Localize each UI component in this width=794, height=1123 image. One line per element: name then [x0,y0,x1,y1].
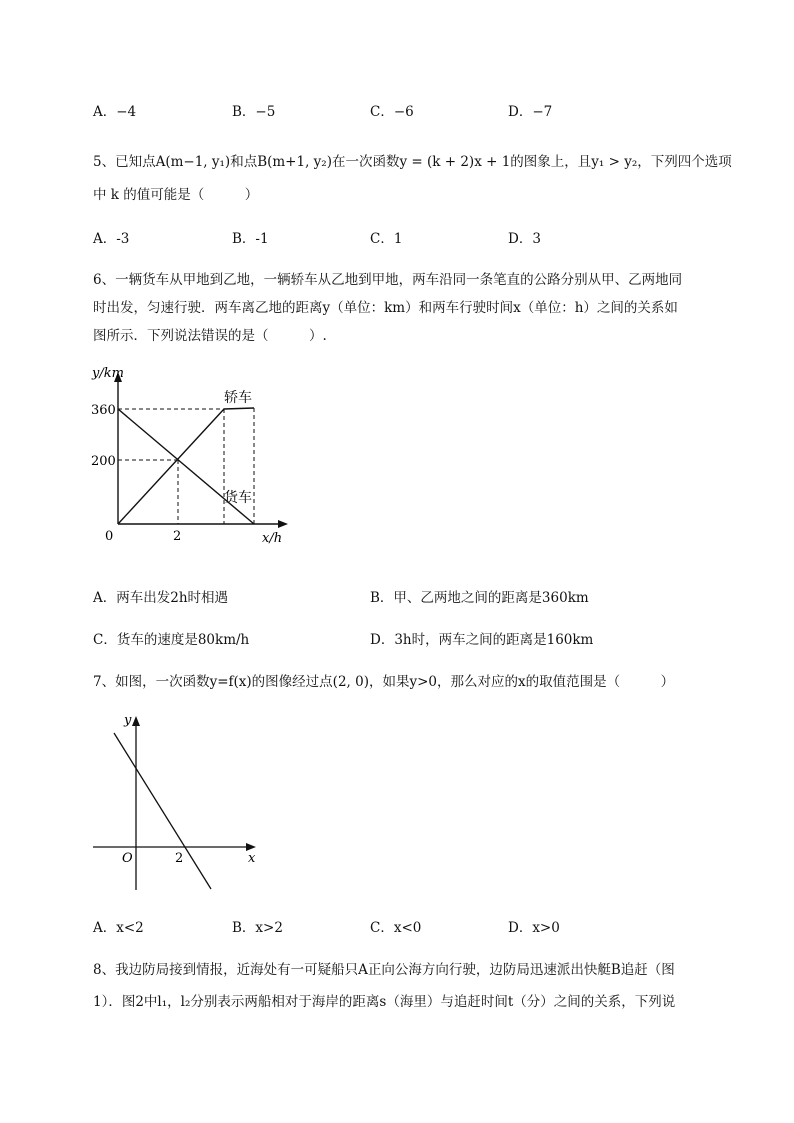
q7-x-tick-2: 2 [175,851,184,866]
q7-option-d: D．x>0 [508,920,560,936]
q8-stem-line1: 8、我边防局接到情报，近海处有一可疑船只A正向公海方向行驶，边防局迅速派出快艇B追赶（图 [93,962,675,978]
q7-x-arrow [246,843,256,851]
q5-option-d: D．3 [508,231,541,247]
q6-x-tick-2: 2 [173,529,182,544]
q7-option-c: C．x<0 [370,920,422,936]
q6-y-axis-label: y/km [92,366,124,381]
q6-truck-label: 货车 [224,490,252,506]
q6-car-label: 轿车 [224,390,252,406]
q5-option-c: C．1 [370,231,403,247]
q6-stem-line3: 图所示．下列说法错误的是（ ）. [93,328,327,344]
q5-option-a: A．-3 [93,231,130,247]
q4-option-a: A．−4 [93,104,137,120]
q7-option-b: B．x>2 [232,920,283,936]
q6-stem-line2: 时出发，匀速行驶．两车离乙地的距离y（单位：km）和两车行驶时间x（单位：h）之间的关系如 [93,300,678,316]
q6-option-c: C．货车的速度是80km/h [93,632,250,648]
q6-y-tick-360: 360 [91,403,116,418]
q4-option-d: D．−7 [508,104,553,120]
q6-option-b: B．甲、乙两地之间的距离是360km [370,590,589,606]
q7-option-a: A．x<2 [93,920,144,936]
q6-option-d: D．3h时，两车之间的距离是160km [370,632,594,648]
q8-stem-line2: 1）．图2中l₁，l₂分别表示两船相对于海岸的距离s（海里）与追赶时间t（分）之间的关系，下列说 [93,994,676,1010]
q6-origin-label: 0 [105,529,114,544]
q6-option-a: A．两车出发2h时相遇 [93,590,229,606]
q6-x-axis-label: x/h [262,531,283,546]
q5-stem-line2: 中 k 的值可能是（ ） [93,187,259,203]
q7-stem-line1: 7、如图，一次函数y=f(x)的图像经过点(2, 0)，如果y>0，那么对应的x的取值范围是（ ） [93,674,675,690]
q5-option-b: B．-1 [232,231,269,247]
q7-x-label: x [248,851,256,866]
q4-option-c: C．−6 [370,104,414,120]
q6-stem-line1: 6、一辆货车从甲地到乙地，一辆轿车从乙地到甲地，两车沿同一条笔直的公路分别从甲、乙两地同 [93,272,683,288]
q5-stem-line1: 5、已知点A(m−1, y₁)和点B(m+1, y₂)在一次函数y = (k + 2)x + 1的图象上，且y₁ > y₂，下列四个选项 [93,154,732,170]
q4-option-b: B．−5 [232,104,276,120]
q7-y-arrow [132,716,140,726]
q6-y-tick-200: 200 [91,454,116,469]
q7-origin-label: O [122,851,133,866]
q7-y-label: y [124,713,132,728]
